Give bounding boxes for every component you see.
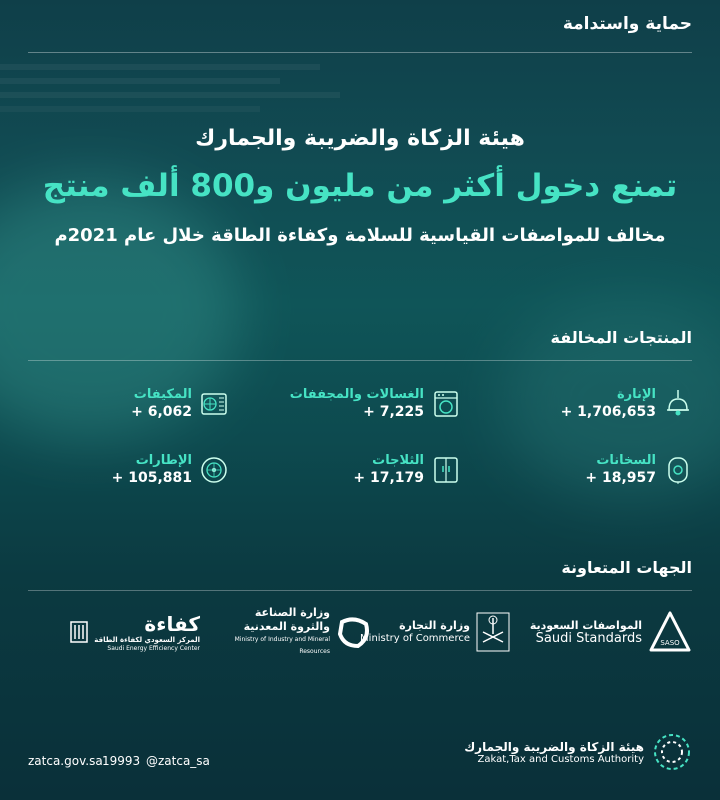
industry-logo <box>210 608 372 656</box>
footer-website: zatca.gov.sa <box>28 754 103 768</box>
washing-machine-icon <box>432 390 460 418</box>
product-air-conditioners <box>28 384 228 424</box>
product-label: الإنارة <box>616 387 656 402</box>
org-title: هيئة الزكاة والضريبة والجمارك <box>195 126 525 151</box>
product-fridges <box>260 450 460 490</box>
water-heater-icon <box>664 456 692 484</box>
seec-mark-icon <box>70 621 88 643</box>
product-label: الثلاجات <box>372 453 424 468</box>
saso-badge: SASO <box>660 639 680 647</box>
product-lighting <box>492 384 692 424</box>
zatca-logo <box>464 732 692 772</box>
bg-stripes <box>0 60 720 120</box>
saso-logo <box>530 608 692 656</box>
zatca-en: Zakat,Tax and Customs Authority <box>477 753 644 765</box>
seec-en: Saudi Energy Efficiency Center <box>107 644 200 652</box>
saso-ar: المواصفات السعودية <box>529 619 642 632</box>
headline: تمنع دخول أكثر من مليون و800 ألف منتج <box>42 168 678 204</box>
partners-heading: الجهات المتعاونة <box>561 558 692 577</box>
product-value: + 6,062 <box>131 404 192 420</box>
air-conditioner-icon <box>200 390 228 418</box>
product-washers <box>260 384 460 424</box>
product-water-heaters <box>492 450 692 490</box>
saso-en: Saudi Standards <box>535 631 642 646</box>
partners-divider <box>28 590 692 591</box>
product-label: السخانات <box>596 453 656 468</box>
product-label: المكيفات <box>133 387 192 402</box>
fridge-icon <box>432 456 460 484</box>
commerce-ar: وزارة التجارة <box>399 619 470 632</box>
tire-icon <box>200 456 228 484</box>
seec-ar: كفاءة <box>144 611 200 636</box>
industry-ring-icon <box>336 614 372 650</box>
subline: مخالف للمواصفات القياسية للسلامة وكفاءة الطاقة خلال عام 2021م <box>54 225 666 246</box>
header-divider <box>28 52 692 53</box>
industry-ar: وزارة الصناعة والثروة المعدنية <box>243 606 330 633</box>
products-heading: المنتجات المخالفة <box>550 328 692 347</box>
footer-handle: @zatca_sa <box>146 754 210 768</box>
zatca-ar: هيئة الزكاة والضريبة والجمارك <box>464 739 644 754</box>
product-value: + 18,957 <box>585 470 656 486</box>
category-tag: حماية واستدامة <box>562 14 692 34</box>
product-label: الغسالات والمجففات <box>289 387 424 402</box>
saudi-emblem-icon <box>476 612 510 652</box>
industry-en: Ministry of Industry and Mineral Resources <box>234 636 330 655</box>
product-value: + 7,225 <box>363 404 424 420</box>
product-label: الإطارات <box>135 453 192 468</box>
lamp-icon <box>664 390 692 418</box>
footer-phone: 19993 <box>102 754 141 768</box>
commerce-logo <box>360 608 510 656</box>
zatca-mark-icon <box>652 732 692 772</box>
seec-ar-sub: المركز السعودي لكفاءة الطاقة <box>94 635 200 644</box>
product-value: + 1,706,653 <box>560 404 656 420</box>
saso-triangle-icon <box>648 610 692 654</box>
seec-logo <box>70 608 200 656</box>
product-value: + 105,881 <box>111 470 192 486</box>
product-tires <box>28 450 228 490</box>
products-divider <box>28 360 692 361</box>
commerce-en: Ministry of Commerce <box>360 633 470 644</box>
product-value: + 17,179 <box>353 470 424 486</box>
